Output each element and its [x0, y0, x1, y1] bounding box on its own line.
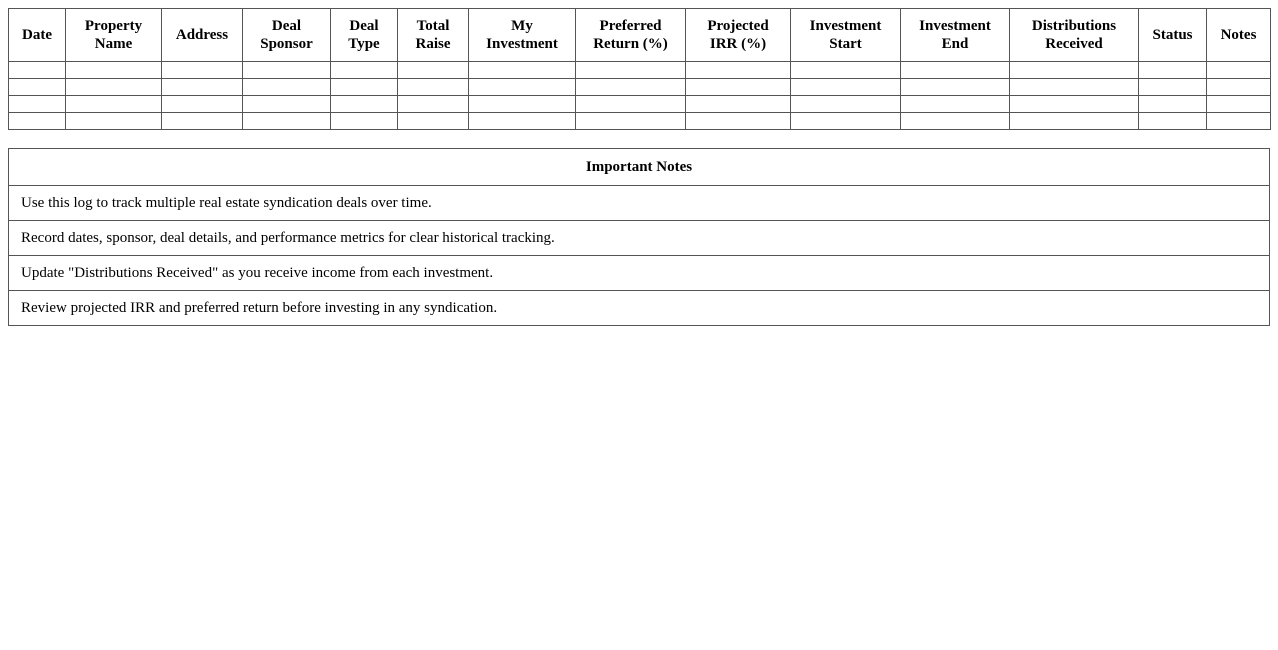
header-label-line2: Sponsor	[260, 36, 313, 52]
table-cell[interactable]	[1207, 79, 1271, 96]
header-label-line1: Notes	[1220, 27, 1257, 43]
table-cell[interactable]	[791, 62, 901, 79]
column-header-deal-type	[331, 9, 398, 62]
table-cell[interactable]	[576, 113, 686, 130]
column-header-deal-sponsor	[243, 9, 331, 62]
table-cell[interactable]	[398, 62, 469, 79]
column-header-date	[9, 9, 66, 62]
table-cell[interactable]	[243, 113, 331, 130]
table-cell[interactable]	[331, 96, 398, 113]
table-cell[interactable]	[791, 96, 901, 113]
table-cell[interactable]	[1010, 96, 1139, 113]
table-cell[interactable]	[901, 62, 1010, 79]
column-header-total-raise	[398, 9, 469, 62]
note-text: Review projected IRR and preferred return before investing in any syndication.	[9, 291, 1270, 326]
note-row	[9, 291, 1270, 326]
table-cell[interactable]	[162, 113, 243, 130]
column-header-investment-end	[901, 9, 1010, 62]
table-cell[interactable]	[162, 96, 243, 113]
table-cell[interactable]	[1139, 96, 1207, 113]
header-label-line1: Investment	[809, 18, 882, 34]
table-cell[interactable]	[1207, 96, 1271, 113]
table-cell[interactable]	[66, 62, 162, 79]
note-row	[9, 256, 1270, 291]
table-cell[interactable]	[331, 62, 398, 79]
header-label-line1: Distributions	[1031, 18, 1117, 34]
table-cell[interactable]	[66, 96, 162, 113]
table-body	[9, 62, 1271, 130]
header-label-line2: Investment	[486, 36, 558, 52]
note-text: Update "Distributions Received" as you receive income from each investment.	[9, 256, 1270, 291]
table-row	[9, 96, 1271, 113]
table-cell[interactable]	[9, 79, 66, 96]
header-label-line1: Projected	[707, 18, 769, 34]
header-label-line1: Date	[22, 27, 52, 43]
table-row	[9, 62, 1271, 79]
header-label-line1: Deal	[271, 18, 302, 34]
header-label-line1: My	[511, 18, 533, 34]
table-cell[interactable]	[469, 113, 576, 130]
column-header-my-investment	[469, 9, 576, 62]
table-cell[interactable]	[1010, 79, 1139, 96]
header-label-line2: Type	[348, 36, 380, 52]
table-cell[interactable]	[331, 113, 398, 130]
header-label-line2: Received	[1045, 36, 1103, 52]
header-label-line1: Property	[84, 18, 143, 34]
column-header-status	[1139, 9, 1207, 62]
column-header-projected-irr	[686, 9, 791, 62]
table-cell[interactable]	[576, 96, 686, 113]
note-row	[9, 186, 1270, 221]
header-label-line2: Name	[94, 36, 133, 52]
table-cell[interactable]	[398, 96, 469, 113]
header-label-line1: Investment	[919, 18, 991, 34]
table-cell[interactable]	[1207, 62, 1271, 79]
table-cell[interactable]	[901, 79, 1010, 96]
table-row	[9, 113, 1271, 130]
header-label-line1: Status	[1152, 27, 1193, 43]
syndication-log-table	[8, 8, 1271, 130]
table-cell[interactable]	[469, 62, 576, 79]
table-cell[interactable]	[686, 62, 791, 79]
header-label-line1: Preferred	[599, 18, 662, 34]
note-row	[9, 221, 1270, 256]
header-label-line2: Start	[829, 36, 862, 52]
table-cell[interactable]	[243, 96, 331, 113]
table-cell[interactable]	[331, 79, 398, 96]
table-cell[interactable]	[901, 96, 1010, 113]
table-cell[interactable]	[162, 62, 243, 79]
table-cell[interactable]	[1139, 62, 1207, 79]
header-label-line2: End	[941, 36, 969, 52]
notes-title: Important Notes	[9, 149, 1270, 186]
column-header-address	[162, 9, 243, 62]
column-header-property-name	[66, 9, 162, 62]
table-cell[interactable]	[66, 113, 162, 130]
table-cell[interactable]	[469, 79, 576, 96]
table-cell[interactable]	[1139, 79, 1207, 96]
table-cell[interactable]	[791, 113, 901, 130]
table-cell[interactable]	[686, 113, 791, 130]
notes-header-row	[9, 149, 1270, 186]
table-header-row	[9, 9, 1271, 62]
table-cell[interactable]	[398, 79, 469, 96]
table-cell[interactable]	[398, 113, 469, 130]
header-label-line1: Total	[416, 18, 450, 34]
table-cell[interactable]	[901, 113, 1010, 130]
table-cell[interactable]	[9, 62, 66, 79]
table-cell[interactable]	[1139, 113, 1207, 130]
header-label-line1: Deal	[349, 18, 379, 34]
table-cell[interactable]	[162, 79, 243, 96]
table-cell[interactable]	[1207, 113, 1271, 130]
header-label-line2: Return (%)	[593, 36, 668, 52]
table-cell[interactable]	[1010, 62, 1139, 79]
table-cell[interactable]	[576, 62, 686, 79]
table-cell[interactable]	[9, 113, 66, 130]
header-label-line1: Address	[175, 27, 229, 43]
important-notes-table	[8, 148, 1270, 326]
table-cell[interactable]	[686, 79, 791, 96]
table-cell[interactable]	[9, 96, 66, 113]
table-cell[interactable]	[686, 96, 791, 113]
column-header-preferred-return	[576, 9, 686, 62]
column-header-notes	[1207, 9, 1271, 62]
note-text: Record dates, sponsor, deal details, and performance metrics for clear historical tracking.	[9, 221, 1270, 256]
table-cell[interactable]	[576, 79, 686, 96]
column-header-investment-start	[791, 9, 901, 62]
table-cell[interactable]	[66, 79, 162, 96]
table-cell[interactable]	[791, 79, 901, 96]
table-cell[interactable]	[1010, 113, 1139, 130]
table-row	[9, 79, 1271, 96]
header-label-line2: IRR (%)	[709, 36, 767, 52]
header-label-line2: Raise	[415, 36, 451, 52]
note-text: Use this log to track multiple real estate syndication deals over time.	[9, 186, 1270, 221]
table-cell[interactable]	[243, 62, 331, 79]
table-cell[interactable]	[243, 79, 331, 96]
column-header-distributions-received	[1010, 9, 1139, 62]
table-cell[interactable]	[469, 96, 576, 113]
